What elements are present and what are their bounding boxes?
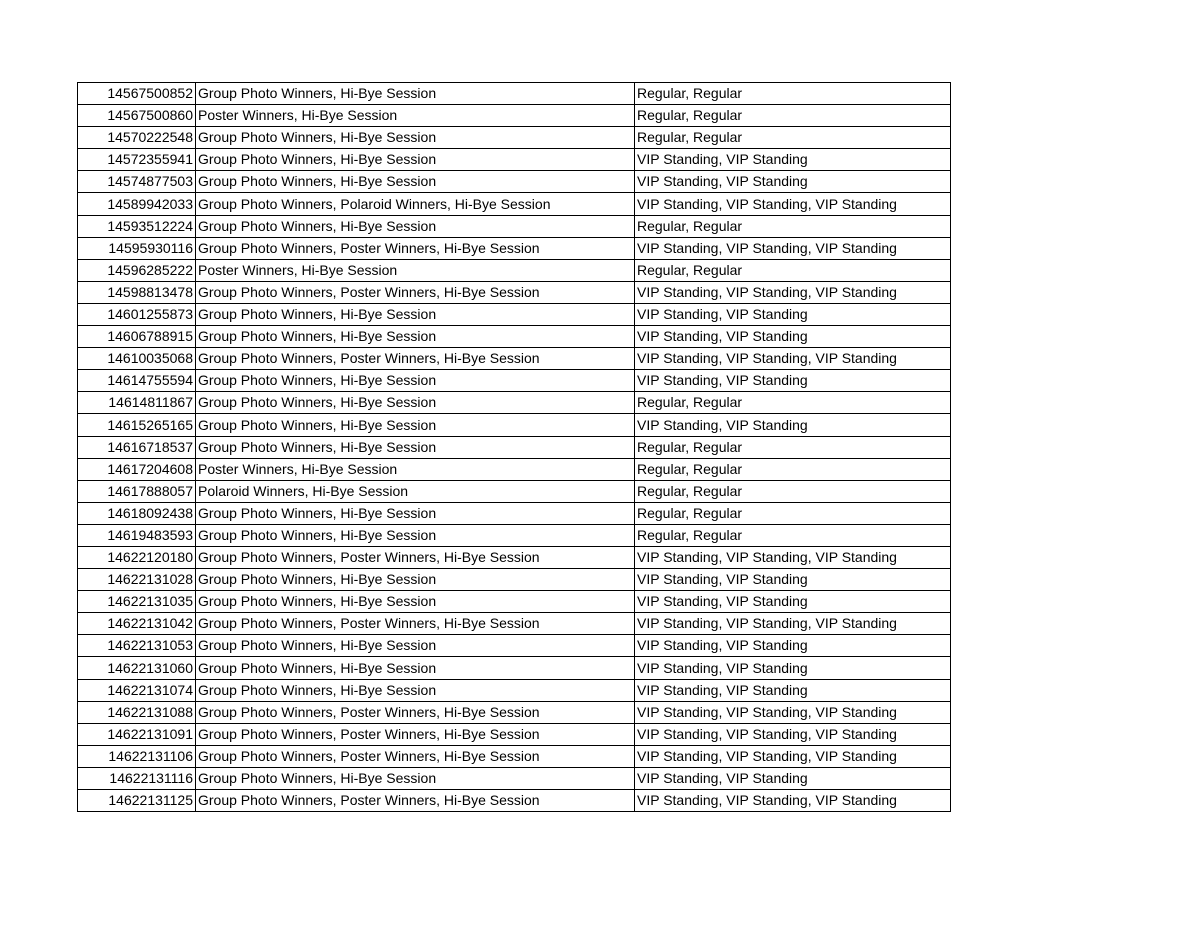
table-body xyxy=(78,83,951,812)
ticket-types-cell[interactable]: VIP Standing, VIP Standing, VIP Standing xyxy=(635,613,951,635)
items-cell[interactable]: Group Photo Winners, Poster Winners, Hi-Bye Session xyxy=(196,348,635,370)
ticket-types-cell[interactable]: Regular, Regular xyxy=(635,127,951,149)
order-id-cell[interactable]: 14567500852 xyxy=(78,83,196,105)
table-row xyxy=(78,127,951,149)
table-row xyxy=(78,767,951,789)
order-id-cell[interactable]: 14615265165 xyxy=(78,414,196,436)
order-id-cell[interactable]: 14567500860 xyxy=(78,105,196,127)
order-id-cell[interactable]: 14572355941 xyxy=(78,149,196,171)
ticket-types-cell[interactable]: Regular, Regular xyxy=(635,392,951,414)
order-id-cell[interactable]: 14622131053 xyxy=(78,635,196,657)
order-id-cell[interactable]: 14596285222 xyxy=(78,259,196,281)
spreadsheet-page xyxy=(77,82,949,812)
items-cell[interactable]: Group Photo Winners, Poster Winners, Hi-Bye Session xyxy=(196,237,635,259)
table-row xyxy=(78,657,951,679)
ticket-types-cell[interactable]: VIP Standing, VIP Standing, VIP Standing xyxy=(635,348,951,370)
items-cell[interactable]: Group Photo Winners, Poster Winners, Hi-Bye Session xyxy=(196,546,635,568)
items-cell[interactable]: Group Photo Winners, Hi-Bye Session xyxy=(196,392,635,414)
items-cell[interactable]: Group Photo Winners, Poster Winners, Hi-Bye Session xyxy=(196,745,635,767)
data-table xyxy=(77,82,951,812)
items-cell[interactable]: Group Photo Winners, Hi-Bye Session xyxy=(196,83,635,105)
table-row xyxy=(78,259,951,281)
table-row xyxy=(78,281,951,303)
items-cell[interactable]: Polaroid Winners, Hi-Bye Session xyxy=(196,480,635,502)
items-cell[interactable]: Group Photo Winners, Hi-Bye Session xyxy=(196,569,635,591)
order-id-cell[interactable]: 14622131116 xyxy=(78,767,196,789)
ticket-types-cell[interactable]: Regular, Regular xyxy=(635,480,951,502)
items-cell[interactable]: Group Photo Winners, Hi-Bye Session xyxy=(196,171,635,193)
order-id-cell[interactable]: 14606788915 xyxy=(78,326,196,348)
order-id-cell[interactable]: 14574877503 xyxy=(78,171,196,193)
order-id-cell[interactable]: 14622131042 xyxy=(78,613,196,635)
order-id-cell[interactable]: 14622131088 xyxy=(78,701,196,723)
items-cell[interactable]: Group Photo Winners, Hi-Bye Session xyxy=(196,326,635,348)
order-id-cell[interactable]: 14616718537 xyxy=(78,436,196,458)
order-id-cell[interactable]: 14617204608 xyxy=(78,458,196,480)
ticket-types-cell[interactable]: VIP Standing, VIP Standing xyxy=(635,149,951,171)
ticket-types-cell[interactable]: Regular, Regular xyxy=(635,458,951,480)
table-row xyxy=(78,326,951,348)
items-cell[interactable]: Poster Winners, Hi-Bye Session xyxy=(196,105,635,127)
ticket-types-cell[interactable]: Regular, Regular xyxy=(635,524,951,546)
items-cell[interactable]: Group Photo Winners, Hi-Bye Session xyxy=(196,524,635,546)
order-id-cell[interactable]: 14622131035 xyxy=(78,591,196,613)
table-row xyxy=(78,569,951,591)
ticket-types-cell[interactable]: Regular, Regular xyxy=(635,215,951,237)
ticket-types-cell[interactable]: VIP Standing, VIP Standing xyxy=(635,326,951,348)
items-cell[interactable]: Group Photo Winners, Hi-Bye Session xyxy=(196,127,635,149)
order-id-cell[interactable]: 14593512224 xyxy=(78,215,196,237)
ticket-types-cell[interactable]: VIP Standing, VIP Standing xyxy=(635,635,951,657)
table-row xyxy=(78,546,951,568)
table-row xyxy=(78,635,951,657)
order-id-cell[interactable]: 14622131125 xyxy=(78,790,196,812)
table-row xyxy=(78,723,951,745)
order-id-cell[interactable]: 14614811867 xyxy=(78,392,196,414)
ticket-types-cell[interactable]: VIP Standing, VIP Standing, VIP Standing xyxy=(635,281,951,303)
order-id-cell[interactable]: 14622120180 xyxy=(78,546,196,568)
ticket-types-cell[interactable]: VIP Standing, VIP Standing xyxy=(635,569,951,591)
table-row xyxy=(78,215,951,237)
order-id-cell[interactable]: 14589942033 xyxy=(78,193,196,215)
ticket-types-cell[interactable]: Regular, Regular xyxy=(635,105,951,127)
order-id-cell[interactable]: 14595930116 xyxy=(78,237,196,259)
table-row xyxy=(78,790,951,812)
table-row xyxy=(78,171,951,193)
items-cell[interactable]: Group Photo Winners, Poster Winners, Hi-Bye Session xyxy=(196,723,635,745)
ticket-types-cell[interactable]: VIP Standing, VIP Standing, VIP Standing xyxy=(635,193,951,215)
order-id-cell[interactable]: 14622131074 xyxy=(78,679,196,701)
order-id-cell[interactable]: 14601255873 xyxy=(78,303,196,325)
items-cell[interactable]: Poster Winners, Hi-Bye Session xyxy=(196,259,635,281)
order-id-cell[interactable]: 14619483593 xyxy=(78,524,196,546)
table-row xyxy=(78,524,951,546)
table-row xyxy=(78,348,951,370)
table-row xyxy=(78,613,951,635)
order-id-cell[interactable]: 14622131028 xyxy=(78,569,196,591)
ticket-types-cell[interactable]: Regular, Regular xyxy=(635,259,951,281)
items-cell[interactable]: Group Photo Winners, Poster Winners, Hi-Bye Session xyxy=(196,790,635,812)
table-row xyxy=(78,149,951,171)
order-id-cell[interactable]: 14622131060 xyxy=(78,657,196,679)
table-row xyxy=(78,370,951,392)
table-row xyxy=(78,436,951,458)
order-id-cell[interactable]: 14614755594 xyxy=(78,370,196,392)
ticket-types-cell[interactable]: Regular, Regular xyxy=(635,436,951,458)
table-row xyxy=(78,591,951,613)
items-cell[interactable]: Group Photo Winners, Hi-Bye Session xyxy=(196,657,635,679)
ticket-types-cell[interactable]: Regular, Regular xyxy=(635,83,951,105)
items-cell[interactable]: Group Photo Winners, Poster Winners, Hi-Bye Session xyxy=(196,281,635,303)
order-id-cell[interactable]: 14570222548 xyxy=(78,127,196,149)
items-cell[interactable]: Group Photo Winners, Hi-Bye Session xyxy=(196,502,635,524)
ticket-types-cell[interactable]: VIP Standing, VIP Standing, VIP Standing xyxy=(635,745,951,767)
ticket-types-cell[interactable]: VIP Standing, VIP Standing xyxy=(635,657,951,679)
ticket-types-cell[interactable]: VIP Standing, VIP Standing xyxy=(635,370,951,392)
items-cell[interactable]: Group Photo Winners, Hi-Bye Session xyxy=(196,414,635,436)
ticket-types-cell[interactable]: VIP Standing, VIP Standing xyxy=(635,591,951,613)
order-id-cell[interactable]: 14598813478 xyxy=(78,281,196,303)
items-cell[interactable]: Group Photo Winners, Poster Winners, Hi-Bye Session xyxy=(196,613,635,635)
ticket-types-cell[interactable]: Regular, Regular xyxy=(635,502,951,524)
items-cell[interactable]: Group Photo Winners, Hi-Bye Session xyxy=(196,436,635,458)
table-row xyxy=(78,414,951,436)
table-row xyxy=(78,458,951,480)
ticket-types-cell[interactable]: VIP Standing, VIP Standing, VIP Standing xyxy=(635,790,951,812)
ticket-types-cell[interactable]: VIP Standing, VIP Standing xyxy=(635,171,951,193)
items-cell[interactable]: Group Photo Winners, Hi-Bye Session xyxy=(196,215,635,237)
order-id-cell[interactable]: 14622131091 xyxy=(78,723,196,745)
items-cell[interactable]: Poster Winners, Hi-Bye Session xyxy=(196,458,635,480)
ticket-types-cell[interactable]: VIP Standing, VIP Standing, VIP Standing xyxy=(635,701,951,723)
table-row xyxy=(78,502,951,524)
table-row xyxy=(78,83,951,105)
table-row xyxy=(78,679,951,701)
ticket-types-cell[interactable]: VIP Standing, VIP Standing, VIP Standing xyxy=(635,723,951,745)
order-id-cell[interactable]: 14617888057 xyxy=(78,480,196,502)
table-row xyxy=(78,105,951,127)
items-cell[interactable]: Group Photo Winners, Polaroid Winners, Hi-Bye Session xyxy=(196,193,635,215)
order-id-cell[interactable]: 14618092438 xyxy=(78,502,196,524)
items-cell[interactable]: Group Photo Winners, Poster Winners, Hi-Bye Session xyxy=(196,701,635,723)
order-id-cell[interactable]: 14610035068 xyxy=(78,348,196,370)
ticket-types-cell[interactable]: VIP Standing, VIP Standing xyxy=(635,679,951,701)
table-row xyxy=(78,303,951,325)
items-cell[interactable]: Group Photo Winners, Hi-Bye Session xyxy=(196,767,635,789)
ticket-types-cell[interactable]: VIP Standing, VIP Standing xyxy=(635,414,951,436)
table-row xyxy=(78,745,951,767)
table-row xyxy=(78,701,951,723)
ticket-types-cell[interactable]: VIP Standing, VIP Standing xyxy=(635,303,951,325)
items-cell[interactable]: Group Photo Winners, Hi-Bye Session xyxy=(196,303,635,325)
table-row xyxy=(78,193,951,215)
table-row xyxy=(78,237,951,259)
table-row xyxy=(78,480,951,502)
items-cell[interactable]: Group Photo Winners, Hi-Bye Session xyxy=(196,149,635,171)
ticket-types-cell[interactable]: VIP Standing, VIP Standing xyxy=(635,767,951,789)
ticket-types-cell[interactable]: VIP Standing, VIP Standing, VIP Standing xyxy=(635,546,951,568)
order-id-cell[interactable]: 14622131106 xyxy=(78,745,196,767)
table-row xyxy=(78,392,951,414)
items-cell[interactable]: Group Photo Winners, Hi-Bye Session xyxy=(196,635,635,657)
items-cell[interactable]: Group Photo Winners, Hi-Bye Session xyxy=(196,370,635,392)
ticket-types-cell[interactable]: VIP Standing, VIP Standing, VIP Standing xyxy=(635,237,951,259)
items-cell[interactable]: Group Photo Winners, Hi-Bye Session xyxy=(196,591,635,613)
items-cell[interactable]: Group Photo Winners, Hi-Bye Session xyxy=(196,679,635,701)
